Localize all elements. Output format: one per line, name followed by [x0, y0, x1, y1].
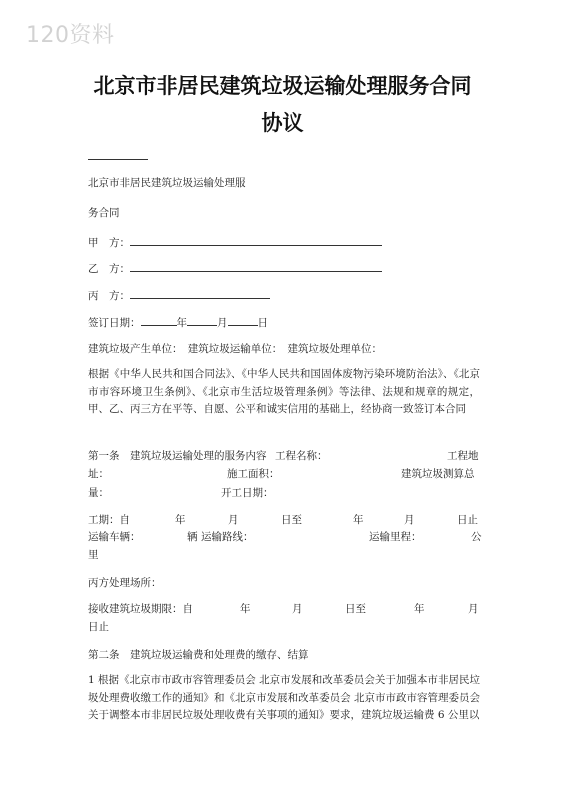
- article1-heading: 第一条 建筑垃圾运输处理的服务内容: [88, 450, 267, 462]
- mileage-unit-part1: 公: [471, 531, 482, 543]
- party-b-line: [88, 260, 382, 276]
- period-label: 工期：自: [88, 514, 130, 526]
- document-title-line2: 协议: [261, 111, 304, 135]
- mileage-unit-part2: 里: [88, 549, 99, 561]
- sign-month-blank[interactable]: [187, 314, 217, 326]
- accept-month: 月: [292, 603, 303, 615]
- article2-paragraph: 1 根据《北京市市政市容管理委员会 北京市发展和改革委员会关于加强本市非居民垃圾处理费收缴工作的通知》和《北京市发展和改革委员会 北京市市政市容管理委员会关于调整本市非居民垃圾处理收费有关事项的通知》要求，建筑垃圾运输费 6 公里以: [88, 674, 480, 721]
- mileage-label: 运输里程：: [369, 531, 422, 543]
- accept-day-to: 日至: [345, 603, 366, 615]
- start-date-label: 开工日期：: [221, 487, 274, 499]
- period-day-to: 日至: [281, 514, 302, 526]
- disposal-site-label: 丙方处理场所：: [88, 577, 162, 589]
- estimate-label-part2: 量：: [88, 487, 109, 499]
- estimate-label-part1: 建筑垃圾测算总: [401, 468, 475, 480]
- vehicles-unit: 辆: [187, 531, 198, 543]
- sign-month-label: 月: [217, 317, 228, 329]
- intro-line1: 北京市非居民建筑垃圾运输处理服: [88, 177, 246, 189]
- sign-year-label: 年: [176, 317, 187, 329]
- accept-period-label: 接收建筑垃圾期限：自: [88, 603, 193, 615]
- accept-day-end: 日止: [88, 621, 109, 633]
- period-year: 年: [175, 514, 186, 526]
- period-month2: 月: [404, 514, 415, 526]
- sign-date-line: [88, 314, 268, 330]
- period-day-end: 日止: [457, 514, 478, 526]
- watermark: 120资料: [26, 23, 115, 48]
- units-line: 建筑垃圾产生单位： 建筑垃圾运输单位： 建筑垃圾处理单位：: [88, 343, 382, 355]
- address-label-part1: 工程地: [447, 450, 479, 462]
- sign-day-blank[interactable]: [228, 314, 258, 326]
- party-c-line: [88, 287, 270, 303]
- article2-heading: 第二条 建筑垃圾运输费和处理费的缴存、结算: [88, 649, 309, 661]
- sign-day-label: 日: [257, 317, 268, 329]
- party-a-label: 甲 方：: [88, 237, 130, 249]
- sign-year-blank[interactable]: [141, 314, 177, 326]
- party-b-blank[interactable]: [130, 260, 382, 272]
- party-c-label: 丙 方：: [88, 290, 130, 302]
- basis-paragraph: 根据《中华人民共和国合同法》、《中华人民共和国固体废物污染环境防治法》、《北京市市容环境卫生条例》、《北京市生活垃圾管理条例》等法律、法规和规章的规定，甲、乙、丙三方在平等、自愿、公平和诚实信用的基础上，经协商一致签订本合同: [88, 368, 480, 415]
- party-a-line: [88, 234, 382, 250]
- document-title-line1: 北京市非居民建筑垃圾运输处理服务合同: [93, 74, 472, 98]
- accept-year: 年: [240, 603, 251, 615]
- party-a-blank[interactable]: [130, 234, 382, 246]
- period-month: 月: [228, 514, 239, 526]
- divider: [88, 159, 148, 160]
- accept-year2: 年: [414, 603, 425, 615]
- party-b-label: 乙 方：: [88, 263, 130, 275]
- construction-area-label: 施工面积：: [227, 468, 280, 480]
- sign-date-label: 签订日期：: [88, 317, 141, 329]
- address-label-part2: 址：: [88, 468, 109, 480]
- accept-month2: 月: [468, 603, 479, 615]
- project-name-label: 工程名称：: [275, 450, 328, 462]
- period-year2: 年: [353, 514, 364, 526]
- intro-line2: 务合同: [88, 207, 120, 219]
- vehicles-label: 运输车辆：: [88, 531, 141, 543]
- route-label: 运输路线：: [201, 531, 254, 543]
- party-c-blank[interactable]: [130, 287, 270, 299]
